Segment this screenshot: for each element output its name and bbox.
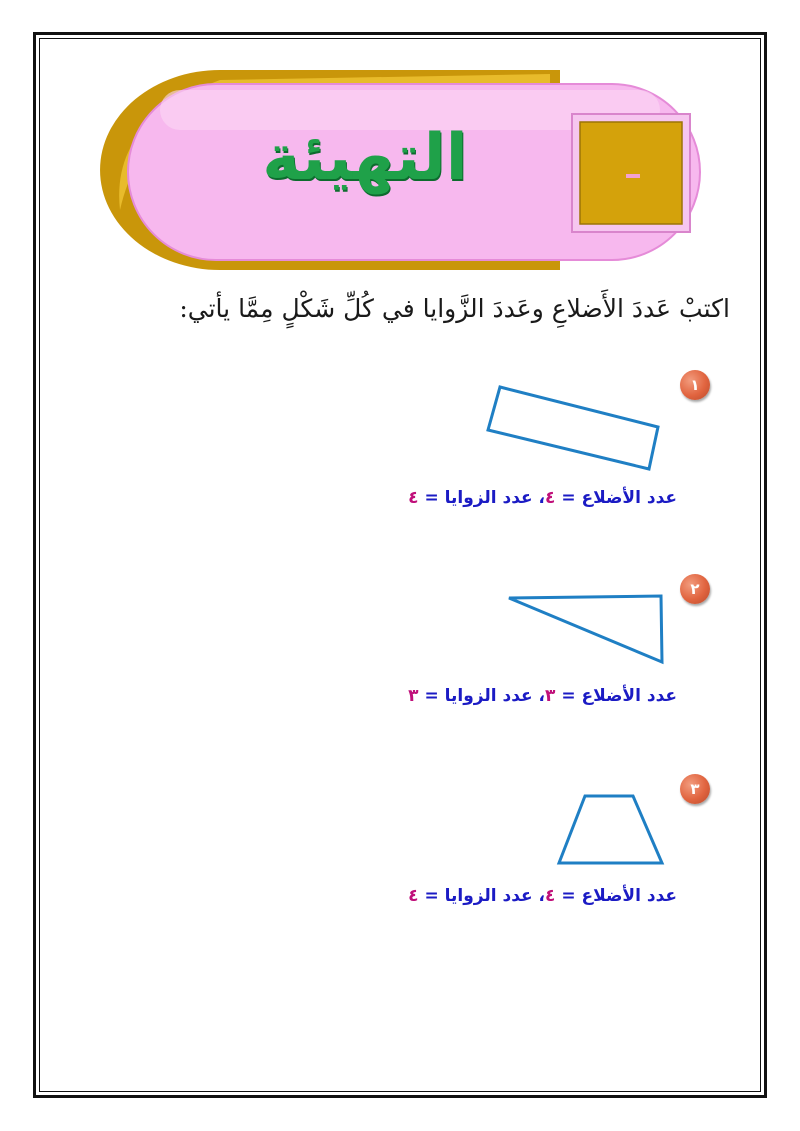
sides-label: عدد الأضلاع =: [555, 886, 677, 906]
angles-value: ٤: [408, 886, 419, 906]
instruction-text: اكتبْ عَددَ الأَضلاعِ وعَددَ الزَّوايا في كُلِّ شَكْلٍ مِمَّا يأتي:: [179, 294, 730, 323]
exercise-number-badge: ٢: [680, 574, 710, 604]
page-title: التهيئة: [262, 121, 468, 195]
sides-value: ٤: [545, 886, 556, 906]
sides-label: عدد الأضلاع =: [555, 488, 677, 508]
banner-square: [580, 122, 682, 224]
exercise-answer: [408, 886, 677, 906]
banner-square-mark: [626, 174, 640, 178]
sides-value: ٤: [545, 488, 556, 508]
angles-value: ٤: [408, 488, 419, 508]
exercise-answer: [408, 686, 677, 706]
sides-label: عدد الأضلاع =: [555, 686, 677, 706]
angles-value: ٣: [408, 686, 419, 706]
triangle-shape: [500, 588, 670, 668]
exercise-answer: [408, 488, 677, 508]
angles-label: ، عدد الزوايا =: [418, 488, 546, 508]
exercise-number-badge: ١: [680, 370, 710, 400]
trapezoid-shape: [550, 788, 670, 868]
exercise-number-badge: ٣: [680, 774, 710, 804]
sides-value: ٣: [545, 686, 556, 706]
angles-label: ، عدد الزوايا =: [418, 686, 546, 706]
angles-label: ، عدد الزوايا =: [418, 886, 546, 906]
rectangle-shape: [480, 378, 670, 478]
